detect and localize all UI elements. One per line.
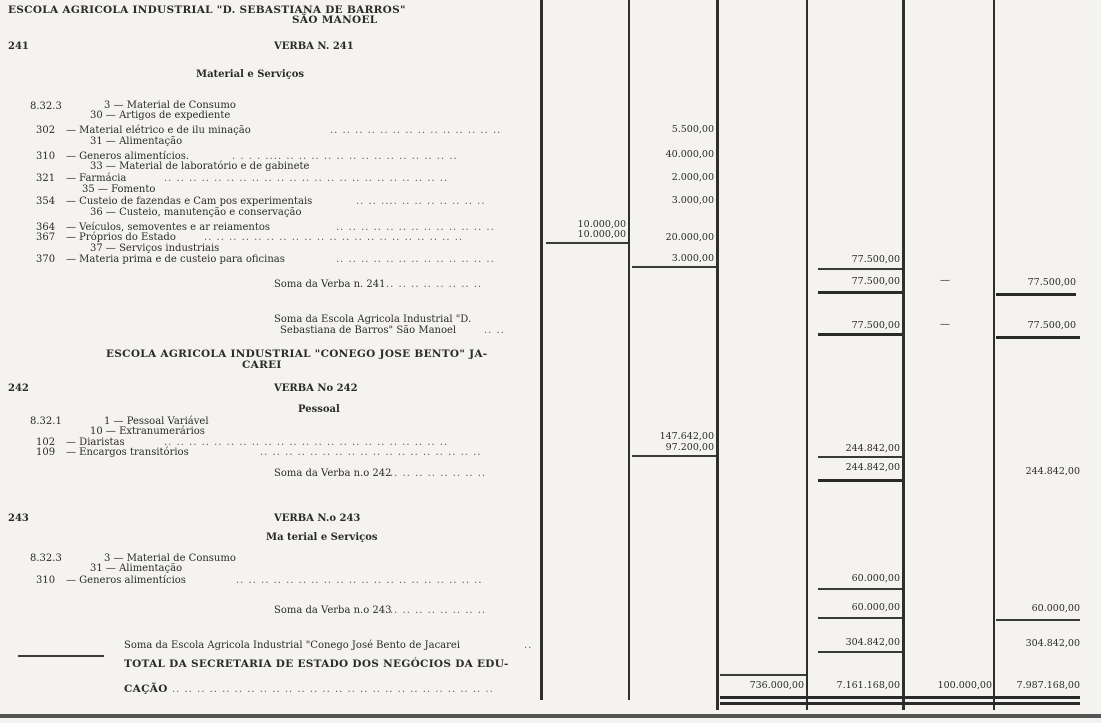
row-code: 102 [36, 437, 56, 448]
sum-rule [720, 674, 806, 676]
amount: — [940, 275, 950, 286]
page-bottom-rule [0, 714, 1101, 718]
verba241-section: Material e Serviços [196, 69, 305, 80]
leader-dots: .. .. .. .. .. .. .. .. [390, 605, 487, 616]
amount: 77.500,00 [851, 254, 900, 265]
leader-dots: .. .. .. .. .. .. .. .. .. .. .. .. .. .. .. .. .. .. .. .. .. .. .. [164, 173, 449, 184]
amount: 5.500,00 [671, 124, 714, 135]
verba242-section: Pessoal [298, 404, 340, 415]
row-text: — Generos alimentícios. [66, 151, 190, 162]
amount: 100.000,00 [937, 680, 992, 691]
sum-rule [632, 266, 716, 268]
verba243-code: 243 [8, 513, 29, 524]
amount: 20.000,00 [665, 232, 714, 243]
amount: 7.987.168,00 [1016, 680, 1080, 691]
row-text: 33 — Material de laboratório e de gabinete [90, 161, 310, 172]
leader-dots: .. .. .. .. .. .. .. .. .. .. .. .. .. .. [330, 125, 502, 136]
row-text: 36 — Custeio, manutenção e conservação [90, 207, 302, 218]
sum-rule [818, 479, 902, 482]
amount: 7.161.168,00 [836, 680, 900, 691]
sum-rule [632, 455, 716, 457]
verba241-code: 241 [8, 41, 29, 52]
sum-rule [546, 242, 628, 244]
amount: 3.000,00 [671, 195, 714, 206]
leader-dots: .. .. .. .. .. .. .. .. .. .. .. .. .. .. .. .. .. .. .. .. .. .. .. [164, 437, 449, 448]
amount: 736.000,00 [749, 680, 804, 691]
amount: 77.500,00 [851, 320, 900, 331]
amount: 10.000,00 [577, 219, 626, 230]
sum-rule [818, 456, 902, 458]
row-code: 8.32.1 [30, 416, 62, 427]
leader-dots: .. .. .. .. .. .. .. .. .. .. .. .. .. [336, 254, 495, 265]
school2-city: CAREI [242, 359, 282, 371]
row-code: 310 [36, 151, 56, 162]
amount: 304.842,00 [845, 637, 900, 648]
amount: — [940, 319, 950, 330]
school2-header: ESCOLA AGRICOLA INDUSTRIAL "CONEGO JOSE BENTO" JA- [106, 348, 488, 360]
leader-dots: .. [524, 640, 533, 651]
amount: 244.842,00 [845, 462, 900, 473]
soma-verba242-label: Soma da Verba n.o 242 [274, 468, 392, 479]
row-code: 354 [36, 196, 56, 207]
verba243-section: Ma terial e Serviços [266, 532, 378, 543]
row-code: 310 [36, 575, 56, 586]
sum-rule [996, 619, 1080, 621]
row-text: — Generos alimentícios [66, 575, 186, 586]
amount: 60.000,00 [1031, 603, 1080, 614]
row-text: — Próprios do Estado [66, 232, 176, 243]
soma-escola1-line1: Soma da Escola Agricola Industrial "D. [274, 314, 472, 325]
sum-rule [720, 702, 1080, 705]
amount: 244.842,00 [845, 443, 900, 454]
amount: 304.842,00 [1025, 638, 1080, 649]
column-rule [716, 0, 719, 710]
verba241-title: VERBA N. 241 [274, 41, 354, 52]
leader-dots: .. .. .. .. .. .. .. .. .. .. .. .. .. .. .. .. .. .. .. .. .. .. .. .. .. .. [172, 684, 494, 695]
leader-dots: . . . . .... .. .. .. .. .. .. .. .. .. .. .. .. .. .. [232, 151, 458, 162]
leader-dots: .. .. .. .. .. .. .. .. [386, 279, 483, 290]
column-rule [628, 0, 630, 700]
amount: 3.000,00 [671, 253, 714, 264]
sum-rule [818, 617, 902, 619]
row-text: 3 — Material de Consumo [104, 100, 236, 111]
row-text: 1 — Pessoal Variável [104, 416, 209, 427]
leader-dots: .. .. .. .. .. .. .. .. .. .. .. .. .. .. .. .. .. .. .. .. [236, 575, 483, 586]
sum-rule [818, 291, 902, 294]
row-text: — Veículos, semoventes e ar reiamentos [66, 222, 271, 233]
sum-rule [720, 696, 1080, 699]
leader-dots: .. .. .. .. .. .. .. .. .. .. .. .. .. .. .. .. .. .. .. .. .. [204, 232, 464, 243]
amount: 97.200,00 [665, 442, 714, 453]
row-code: 302 [36, 125, 56, 136]
amount: 60.000,00 [851, 602, 900, 613]
amount: 60.000,00 [851, 573, 900, 584]
sum-rule [818, 333, 902, 336]
row-text: 31 — Alimentação [90, 563, 183, 574]
row-text: — Diaristas [66, 437, 125, 448]
sum-rule [996, 293, 1076, 296]
column-rule [902, 0, 905, 710]
row-code: 321 [36, 173, 56, 184]
amount: 147.642,00 [659, 431, 714, 442]
amount: 2.000,00 [671, 172, 714, 183]
row-text: — Materia prima e de custeio para oficinas [66, 254, 285, 265]
row-code: 370 [36, 254, 56, 265]
soma-verba241-label: Soma da Verba n. 241 [274, 279, 386, 290]
amount: 10.000,00 [577, 229, 626, 240]
leader-dots: .. .. .. .. .. .. .. .. .. .. .. .. .. [336, 222, 495, 233]
row-code: 109 [36, 447, 56, 458]
soma-verba243-label: Soma da Verba n.o 243 [274, 605, 392, 616]
row-code: 364 [36, 222, 56, 233]
column-rule [993, 0, 995, 710]
row-text: — Farmácia [66, 173, 127, 184]
row-text: 10 — Extranumerários [90, 426, 205, 437]
amount: 244.842,00 [1025, 466, 1080, 477]
leader-dots: .. .. [484, 325, 505, 336]
verba242-title: VERBA No 242 [274, 383, 358, 394]
soma-escola1-line2: Sebastiana de Barros" São Manoel [280, 325, 457, 336]
soma-escola2-label: Soma da Escola Agricola Industrial "Conego José Bento de Jacarei [124, 640, 461, 651]
leader-dots: .. .. .... .. .. .. .. .. .. .. [356, 196, 486, 207]
sum-rule [818, 588, 902, 590]
column-rule [540, 0, 543, 700]
sum-rule [818, 268, 902, 270]
row-text: — Material elétrico e de ilu minação [66, 125, 251, 136]
row-text: — Encargos transitórios [66, 447, 189, 458]
verba243-title: VERBA N.o 243 [274, 513, 361, 524]
amount: 77.500,00 [1027, 320, 1076, 331]
row-text: 37 — Serviços industriais [90, 243, 220, 254]
row-code: 8.32.3 [30, 553, 62, 564]
sum-rule [18, 655, 104, 657]
verba242-code: 242 [8, 383, 29, 394]
row-text: 31 — Alimentação [90, 136, 183, 147]
total-line2: CAÇÃO [124, 683, 168, 695]
leader-dots: .. .. .. .. .. .. .. .. [390, 468, 487, 479]
school1-header: ESCOLA AGRICOLA INDUSTRIAL "D. SEBASTIANA DE BARROS" [8, 4, 406, 16]
row-code: 8.32.3 [30, 101, 62, 112]
row-text: 35 — Fomento [82, 184, 156, 195]
amount: 77.500,00 [1027, 277, 1076, 288]
leader-dots: .. .. .. .. .. .. .. .. .. .. .. .. .. .. .. .. .. .. [260, 447, 482, 458]
row-code: 367 [36, 232, 56, 243]
row-text: — Custeio de fazendas e Cam pos experimentais [66, 196, 313, 207]
amount: 77.500,00 [851, 276, 900, 287]
school1-city: SÃO MANOEL [292, 14, 378, 26]
total-line1: TOTAL DA SECRETARIA DE ESTADO DOS NEGÓCIOS DA EDU- [124, 658, 509, 670]
row-text: 3 — Material de Consumo [104, 553, 236, 564]
sum-rule [996, 336, 1080, 339]
amount: 40.000,00 [665, 149, 714, 160]
sum-rule [818, 651, 902, 653]
row-text: 30 — Artigos de expediente [90, 110, 231, 121]
